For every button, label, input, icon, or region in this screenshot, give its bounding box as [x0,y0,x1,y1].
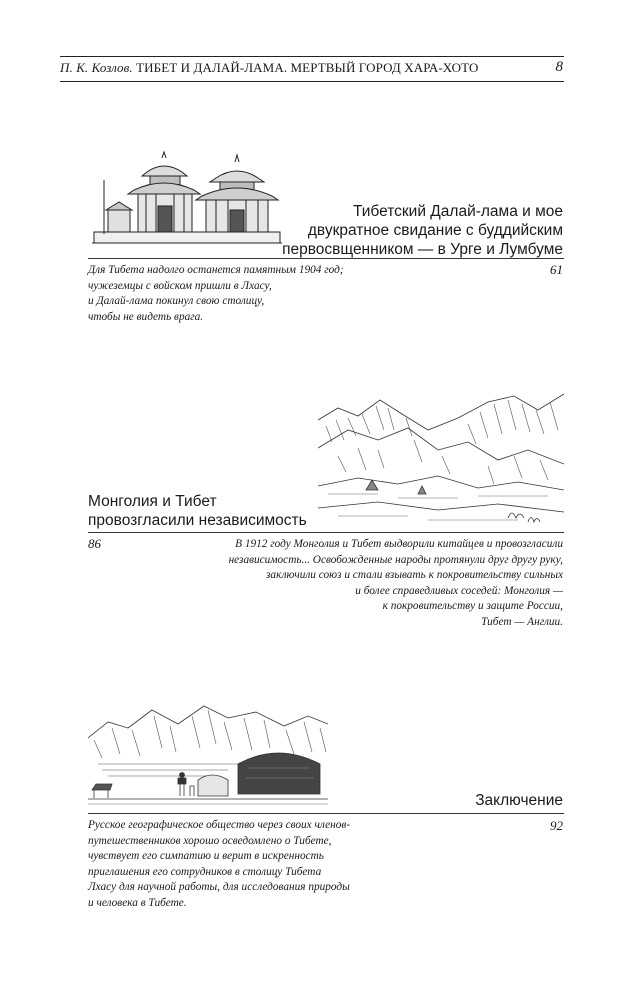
section-caption [88,818,428,911]
header-book-title: ТИБЕТ И ДАЛАЙ-ЛАМА. МЕРТВЫЙ ГОРОД ХАРА-ХОТО [136,60,479,75]
title-line: Тибетский Далай-лама и мое [352,203,563,220]
caption-line: приглашения его сотрудников в столицу Тибета [88,865,322,878]
caption-line: и более справедливых соседей: Монголия — [355,584,563,597]
title-line: первосвщенником — в Урге и Лумбуме [282,241,563,258]
section-rule [88,813,564,814]
header-top-rule [60,56,564,57]
caption-line: путешественников хорошо осведомлено о Тибете, [88,834,332,847]
caption-line: Для Тибета надолго останется памятным 1904 год; [88,264,344,276]
caption-line: заключили союз и стали взывать к покровительству сильных [266,569,563,581]
section-caption [203,537,563,630]
caption-line: чтобы не видеть врага. [88,310,204,323]
section-title-conclusion[interactable] [475,791,563,810]
temple-illustration [92,150,282,246]
running-header [60,60,478,76]
title-line: двукратное свидание с буддийским [307,222,563,239]
section-title-independence[interactable] [88,492,307,530]
title-line: Монголия и Тибет [88,493,217,510]
caption-line: и человека в Тибете. [88,896,187,909]
header-author: П. К. Козлов. [60,60,133,75]
yurt-camp-illustration [88,698,328,808]
section-caption [88,263,408,325]
section-rule [88,532,564,533]
title-line: провозгласили независимость [88,512,307,529]
caption-line: чувствует его симпатию и верит в искренность [88,850,324,862]
caption-line: и Далай-лама покинул свою столицу, [88,295,265,307]
section-page-number[interactable]: 61 [550,262,563,277]
section-page-number[interactable]: 86 [88,536,101,551]
section-rule [88,258,564,259]
section-page-number[interactable]: 92 [550,818,563,833]
section-title-dalai-lama[interactable] [282,202,563,259]
caption-line: В 1912 году Монголия и Тибет выдворили китайцев и провозгласили [235,538,563,550]
header-bottom-rule [60,81,564,82]
caption-line: независимость... Освобожденные народы протянули друг другу руку, [228,553,563,566]
mountain-valley-illustration [318,390,564,532]
caption-line: Русское географическое общество через своих членов- [88,819,351,831]
caption-line: Тибет — Англии. [481,615,563,628]
caption-line: чужеземцы с войском пришли в Лхасу, [88,279,272,292]
page-number: 8 [555,59,563,75]
caption-line: к покровительству и защите России, [382,600,563,612]
title-line: Заключение [475,792,563,809]
caption-line: Лхасу для научной работы, для исследования природы [88,881,350,893]
